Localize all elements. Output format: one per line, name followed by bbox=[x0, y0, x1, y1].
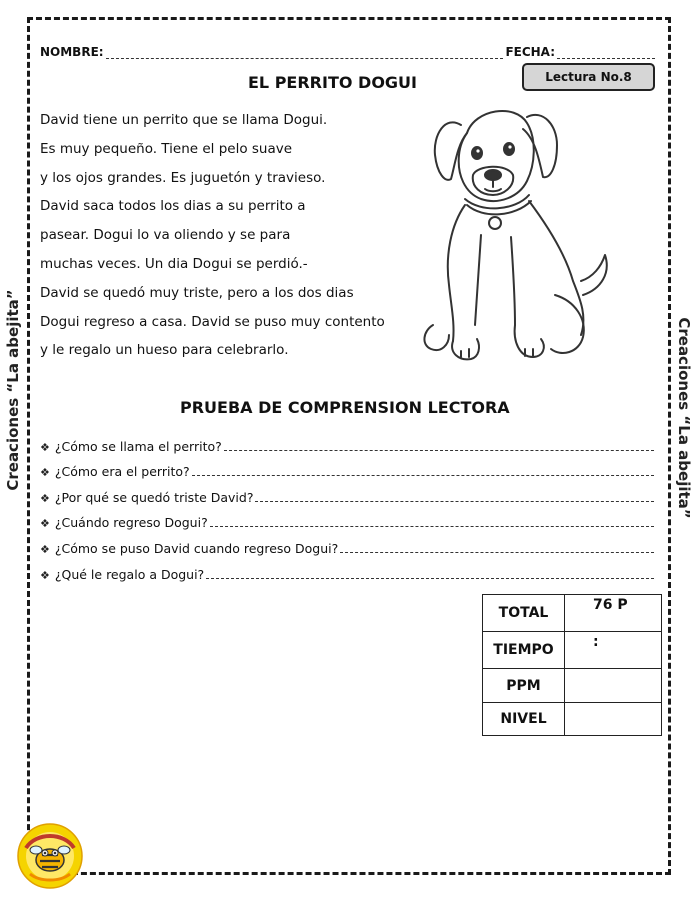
story-line: y le regalo un hueso para celebrarlo. bbox=[40, 342, 289, 359]
table-row bbox=[483, 595, 662, 632]
total-value[interactable]: 76 P bbox=[565, 595, 662, 632]
diamond-bullet-icon: ❖ bbox=[40, 491, 50, 505]
diamond-bullet-icon: ❖ bbox=[40, 440, 50, 454]
nivel-label: NIVEL bbox=[483, 702, 565, 735]
total-label: TOTAL bbox=[483, 595, 565, 632]
nivel-value[interactable] bbox=[565, 702, 662, 735]
question-item: ❖ ¿Por qué se quedó triste David? bbox=[40, 479, 654, 505]
name-label: NOMBRE: bbox=[40, 45, 104, 59]
question-item: ❖ ¿Cómo era el perrito? bbox=[40, 454, 654, 480]
ppm-label: PPM bbox=[483, 669, 565, 702]
story-title: EL PERRITO DOGUI bbox=[248, 73, 417, 92]
table-row bbox=[483, 702, 662, 735]
table-row bbox=[483, 669, 662, 702]
answer-line[interactable] bbox=[192, 462, 654, 476]
name-field[interactable] bbox=[106, 47, 504, 59]
diamond-bullet-icon: ❖ bbox=[40, 517, 50, 531]
answer-line[interactable] bbox=[340, 539, 654, 553]
tiempo-label: TIEMPO bbox=[483, 632, 565, 669]
score-table bbox=[482, 594, 662, 736]
story-line: pasear. Dogui lo va oliendo y se para bbox=[40, 227, 291, 244]
header-fields bbox=[40, 41, 657, 59]
story-line: David se quedó muy triste, pero a los dos dias bbox=[40, 284, 354, 301]
question-item: ❖ ¿Cuándo regreso Dogui? bbox=[40, 505, 654, 531]
question-list bbox=[40, 428, 654, 582]
bee-logo bbox=[16, 822, 84, 890]
table-row bbox=[483, 632, 662, 669]
side-credit-left-text: Creaciones “La abejita” bbox=[4, 289, 22, 491]
story-line: David tiene un perrito que se llama Dogui. bbox=[40, 112, 328, 128]
tiempo-value[interactable]: : bbox=[565, 632, 662, 669]
diamond-bullet-icon: ❖ bbox=[40, 542, 50, 556]
side-credit-left bbox=[2, 289, 24, 491]
diamond-bullet-icon: ❖ bbox=[40, 568, 50, 582]
date-field[interactable] bbox=[557, 47, 655, 59]
ppm-value[interactable] bbox=[565, 669, 662, 702]
diamond-bullet-icon: ❖ bbox=[40, 466, 50, 480]
dog-illustration bbox=[415, 95, 615, 367]
quiz-title: PRUEBA DE COMPRENSION LECTORA bbox=[180, 398, 510, 417]
question-item: ❖ ¿Cómo se puso David cuando regreso Dogui? bbox=[40, 530, 654, 556]
question-item: ❖ ¿Cómo se llama el perrito? bbox=[40, 428, 654, 454]
story-line: Es muy pequeño. Tiene el pelo suave bbox=[40, 140, 293, 157]
date-label: FECHA: bbox=[505, 45, 555, 59]
answer-line[interactable] bbox=[210, 513, 654, 527]
story-line: David saca todos los dias a su perrito a bbox=[40, 198, 306, 215]
story-line: y los ojos grandes. Es juguetón y travieso. bbox=[40, 169, 326, 186]
side-credit-right bbox=[673, 295, 695, 540]
answer-line[interactable] bbox=[224, 437, 654, 451]
story-line: muchas veces. Un dia Dogui se perdió.- bbox=[40, 255, 308, 272]
answer-line[interactable] bbox=[206, 565, 654, 579]
lectura-badge: Lectura No.8 bbox=[522, 63, 655, 91]
story-text bbox=[40, 106, 430, 365]
question-item: ❖ ¿Qué le regalo a Dogui? bbox=[40, 556, 654, 582]
side-credit-right-text: Creaciones “La abejita” bbox=[675, 316, 693, 519]
answer-line[interactable] bbox=[255, 488, 654, 502]
story-line: Dogui regreso a casa. David se puso muy contento bbox=[40, 313, 385, 330]
